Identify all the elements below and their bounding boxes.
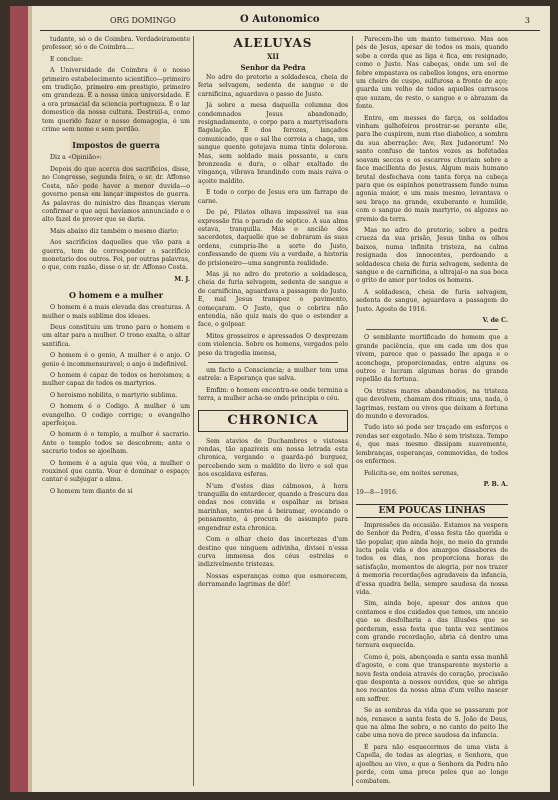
signature: M. J. <box>174 275 190 283</box>
column-3 <box>356 36 508 786</box>
column-divider <box>352 36 353 786</box>
column-2 <box>198 36 348 786</box>
paragraph: A soldadesca, cheia de furia selvagem, sedenta de sangue, aguardava a passagem do Justo. Agosto de 1916. <box>356 288 508 313</box>
paragraph: O homem é a aguia que vôa, a mulher o rouxinol que canta. Voar é dominar o espaço; cantar é subjugar a alma. <box>42 459 190 484</box>
paragraph: Emfim: o homem encontra-se onde termina a terra, a mulher acha-se onde principia o céu. <box>198 386 348 403</box>
header-left: ORG DOMINGO <box>110 16 176 25</box>
paragraph: O homem é o templo, a mulher é sacrario. Ante o templo todos se descobrem; ante o sacrario todos se ajoelham. <box>42 431 190 456</box>
paragraph: Como é, pois, abençoada e santa essa manhã d'agosto, e com que transparente mysterio a nova festa ondeia através do coração, procissão que desponta a nossos ouvidos, que se abriga nos recantos da nossa alma d'um velho nascer em soffrer. <box>356 653 508 703</box>
paragraph: Tudo isto só pode ser traçado em esforços e rendas ser exgotado. Não é sem tristeza. Tempo é, que mas mesmo dissipam suavemente, lembranças, esperanças, commovidas, de todos os enfermos. <box>356 424 508 466</box>
paragraph: tudante, só o de Coimbra. Verdadeiramente professor, só o de Coimbra.... <box>42 36 190 52</box>
paragraph: um facto a Consciencia; a mulher tem uma estrela: a Esperança que salva. <box>198 367 348 383</box>
paragraph: O homem é capaz de todos os heroismos; a mulher capaz de todos os martyrios. <box>42 372 190 388</box>
paragraph: E conclue: <box>50 55 83 63</box>
paragraph: Mas já no adro do pretorio a soldadesca, cheia de furia selvagem, sedenta de sangue e de carnificina, aguardava a passagem do Justo. E, mal Jesus transpoz o pavimento, começaram. O Justo, que o cobrira não entendia, não quiz mais do que o estender a face, o golpear. <box>198 270 348 329</box>
paragraph: Já sobre a mesa daquella columna dos condemnados Jesus abandonado, resignadamente, o corpo para a martyrisadora flagelação. E dos ferozes, lançados comunicado, que o sal lhe corroia a chaga, um sangue quente gotejava numa tinta dolorosa. Mas, sem soldado mais possante, a cara bronzeada e dura, o olhar exaltado de vingança, vibrava brandindo com mais raiva o açoite maldito. <box>198 102 348 185</box>
newspaper-page <box>10 6 550 792</box>
paragraph: Nossas esperanças como que esmorecem, derramando lagrimas de dôr! <box>198 572 348 589</box>
paragraph: O heroismo nobilita, o martyrio sublima. <box>50 391 178 399</box>
paragraph: Deus constituiu um trono para o homem e um altar para a mulher. O trono exalta, o altar santifica. <box>42 323 190 348</box>
section-heading: O homem e a mulher <box>69 290 163 301</box>
signature: V. de C. <box>482 317 508 324</box>
section-number: XII <box>267 52 279 61</box>
paragraph: Se as sombras da vida que se passaram por nós, renasce a santa festa de S. João de Deus, que na alma lhe sobra, e no canto do peito lhe cabe uma nova de prece saudosa da infancia. <box>356 707 508 740</box>
book-binding <box>10 6 28 792</box>
page-header <box>40 14 540 28</box>
paragraph: O semblante mortificado do homem que a grande paciência, que em cada um dos que vivem, parece que o passado lhe apaga e o aconchega, proporcionadas, entre alguns os outros e lucram algumas horas do grande repellão da fortuna. <box>356 334 508 384</box>
paragraph: Os tristes mares abandonados, na tristeza que devolvem, chamam dos rituais; uns, nada, ó lagrimas, restam ou vivos que deixam á fortuna do mundo e devorados. <box>356 387 508 421</box>
paragraph: Depois do que acerca dos sacrificios, disse, no Congresso, segunda feira, o sr. dr. Affonso Costa, não pode haver a menor duvida—o governo pensa em lançar impostos de guerra. As palavras do ministro das finanças vieram confirmar o que aqui havíamos annunciado e o alto fazel de prever que se daria. <box>42 165 190 224</box>
divider <box>366 329 498 330</box>
paragraph: O homem é o genio, A mulher é o anjo. O genio é incommensuravel; o anjo é indefinivel. <box>42 352 190 368</box>
page-number: 3 <box>524 16 530 25</box>
dateline: 19—8—1916. <box>356 489 398 497</box>
paragraph: O homem tem diante de si <box>50 487 133 495</box>
column-divider <box>193 36 194 786</box>
paragraph: O homem é a mais elevada das creaturas. A mulher o mais sublime dos ideaes. <box>42 304 190 320</box>
paragraph: Sem atavios de Duchambres e vistosas rendas, tão apaziveis em nossa letrada esta chronica, vergando o guarda-pó burguez, percebendo sem o maldito do livro e sol que nos escaldava esferas. <box>198 437 348 479</box>
paragraph: Felicita-se, em noites serenas, <box>364 469 459 477</box>
paragraph: A Universidade de Coimbra é o nosso primeiro estabelecimento scientifico—primeiro em tradição, primeiro em prestigio, primeiro em grandeza. É a nossa única universidade. É a ora primacial da sciencia portugueza. É o lar domestico da nossa cultura. Destruil-a, como tem querido fazer o nosso demagogia, é um crime sem nome e sem perdão. <box>42 67 190 134</box>
header-rule <box>40 30 540 31</box>
divider <box>208 362 338 363</box>
paragraph: Mas no adro do pretorio, sobre a pedra crueza da sua prisão, Jesus tinha os olhos baixos, numa infinita tristeza, na calma resignada dos innocentes, perdoando a soldadesca cheia de furia selvagem, sedenta de sangue e de carnificina, a ultrajal-o na sua boca o grito de amor por todos os homens. <box>356 226 508 285</box>
paragraph: Parecem-lhe um manto temeroso. Mas aos pés de Jesus, apesar de todos os mais, quando sobe a corda que as liga e fica, em resignado, como o Justo. Nas cabeças, onde um sol de febre empastava os cabellos longos, era enorme um cheiro de cuspo, sulfurosa a fronte de aço; guarda um velho de todos aquelles carrascos que suzam, de resto, o sangue e o abrazam da fonte. <box>356 36 508 111</box>
paragraph: É para não esquecermos de uma vista á Capella, de todas as alegrias, e Senhora, que ajoelhou ao vivo, e que a Senhora da Pedra não perde, com uma prece pelos que ao longe combatem. <box>356 743 508 785</box>
chronica-heading: CHRONICA <box>198 410 348 432</box>
paragraph: Sim, ainda hoje, apesar dos annos que contamos e dos cuidados que temos, um anceio que se desfolharia a das illusões que se perderam, essa festa que tanta vez sentimos com grande recordação, abria cá dentro uma ternura esquecida. <box>356 600 508 650</box>
paragraph: N'um d'estes dias cálmosos, á hora tranquilla do entardecer, quando a frescura das ondas nos convida e espalhar as brisas marinhas, sentei-me á beiramar, evocando o pensamento, á procura de assumpto para engendrar esta chronica. <box>198 482 348 532</box>
paragraph: E todo o corpo de Jesus era um farrapo de carne. <box>198 189 348 205</box>
section-heading: EM POUCAS LINHAS <box>356 504 508 518</box>
paragraph: De pé, Pilatos olhava impassivel na sua expressão fria o parado de séptico. A sua alma estava, tranquilla. Mas o ancião dos sacerdotes, daquelle que se dobraram ás suas ordens, cumpria-lhe a sorte do Justo, confessando de quem viu a verdade, a historia do prisioneiro—uma sangrenta realidade. <box>198 209 348 267</box>
paragraph: Mais abaixo diz também o mesmo diario: <box>50 227 179 235</box>
paragraph: Impressões da occasião. Estamos na vespera do Senhor da Pedra, d'essa festa tão querida e tão popular, que ainda hoje, no meio da grande lucta pela vida e dos amargos dissabores de todos os dias, nos proporciona horas de satisfação, momentos de alegria, por nos trazer á memoria recordações agradaveis da infancia, d'essa quadra bella, sempre saudosa da nossa vida. <box>356 521 508 596</box>
masthead-title: O Autonomico <box>240 14 320 25</box>
paragraph: O homem é o Codigo. A mulher é um evangelho. O codigo corrige; o evangelho aperfeiçoa. <box>42 403 190 428</box>
paragraph: Aos sacrificios daquelles que vão para a guerra, tem de corresponder o sacrificio monetario dos outros. Foi, por outras palavras, o que, com razão, disse o sr. dr. Affonso Costa. <box>42 239 190 272</box>
signature: P. B. A. <box>483 480 508 488</box>
paragraph: No adro do pretorio a soldadesca, cheia de feria selvagem, sedenta de sangue e de carnificina, aguardava o passo de Justo. <box>198 74 348 98</box>
paragraph: Diz a «Opinião»: <box>50 154 102 162</box>
paragraph: Com o olhar cheio das incertezas d'um destino que ninguem adivinha, divisei n'essa curva immensa dos céus estrelas e indizivelmente tristezas. <box>198 536 348 569</box>
paragraph: Mitos grosseiros e apressados O desprezam com violencia. Sobre os homens, vergados pelo peso da tragedia imensa, <box>198 332 348 357</box>
column-1 <box>42 36 190 786</box>
section-title: ALELUYAS <box>233 36 313 50</box>
paragraph: Entre, em messes de farça, os soldados vinham galhofeiros prostrar-se perante elle, para lhe cuspirem, num riso diabolico, a sombra da sua aberração: Ave, Rex Judaeorum! No santo confuso de tantos vozes as bofetadas soavam seccas e os escarros chuviam sobre a face macillenta do Jesus. Algum mais humano brutal desfechava com tanta força na cabeça para que os espinhos penetrassem fundo numa agonia maior, e um mais mesmo, levantava o seu braço na grande, exuberante e humilde, com o sangue do mais martyrio, os algozes ao gremio da terra. <box>356 114 508 223</box>
section-subtitle: Senhor da Pedra <box>240 63 306 72</box>
section-heading: Impostos de guerra <box>72 140 160 151</box>
